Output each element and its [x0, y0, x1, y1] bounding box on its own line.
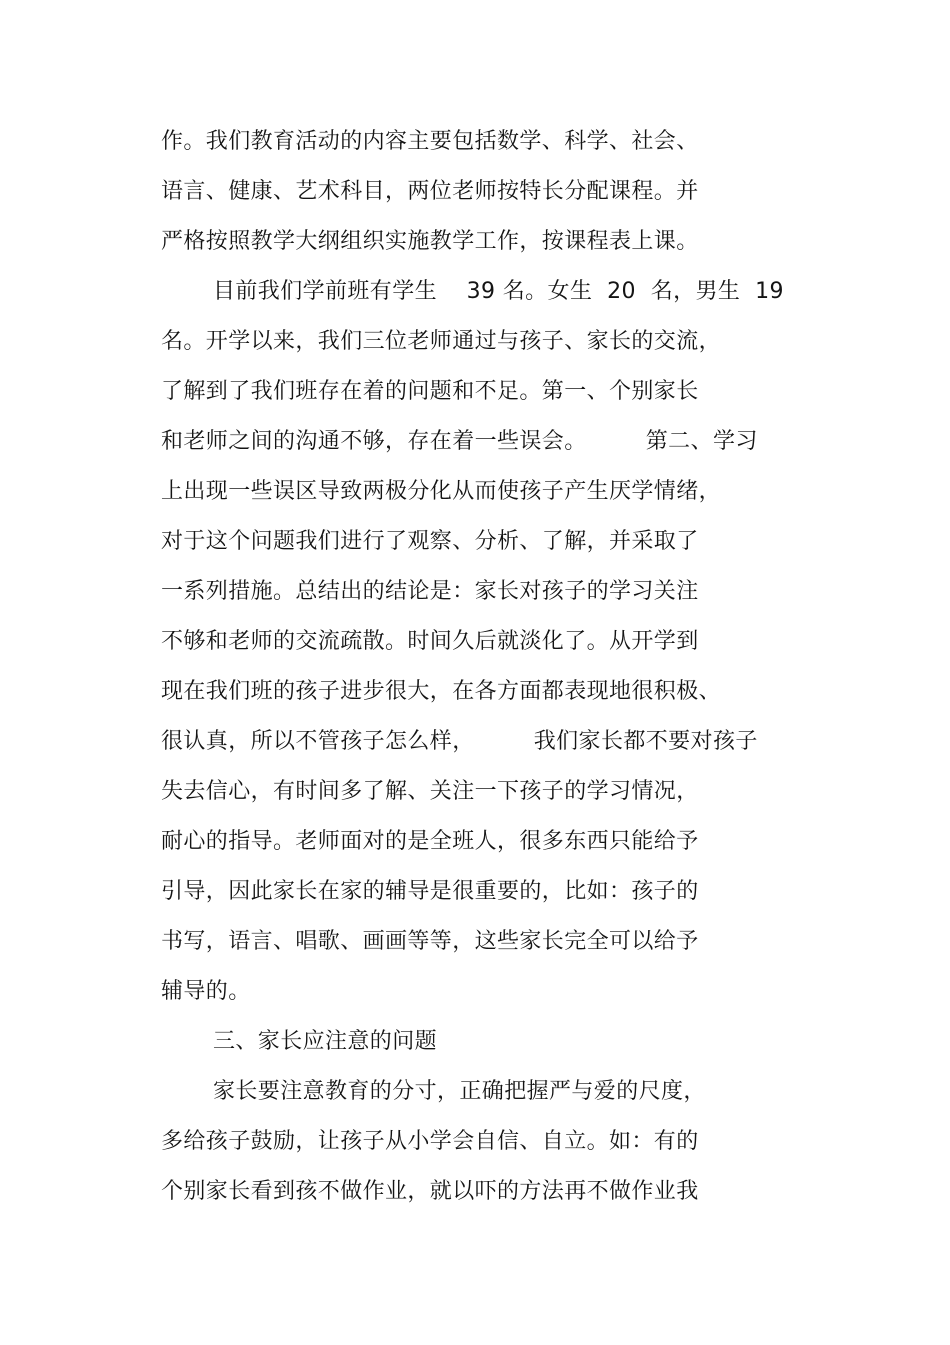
text-line: 一系列措施。总结出的结论是：家长对孩子的学习关注: [161, 579, 699, 604]
text-line: 现在我们班的孩子进步很大，在各方面都表现地很积极、: [161, 679, 722, 704]
text-line: 很认真，所以不管孩子怎么样， 我们家长都不要对孩子: [161, 729, 758, 754]
text-line: 个别家长看到孩不做作业，就以吓的方法再不做作业我: [161, 1179, 699, 1204]
text-line: 辅导的。: [161, 979, 251, 1004]
text-line: 引导，因此家长在家的辅导是很重要的，比如：孩子的: [161, 879, 699, 904]
text-line: 作。我们教育活动的内容主要包括数学、科学、社会、: [161, 129, 699, 154]
text-line: 书写，语言、唱歌、画画等等，这些家长完全可以给予: [161, 929, 699, 954]
text-line: 严格按照教学大纲组织实施教学工作，按课程表上课。: [161, 229, 699, 254]
text-line: 家长要注意教育的分寸，正确把握严与爱的尺度，: [213, 1079, 706, 1104]
text-line: 了解到了我们班存在着的问题和不足。第一、个别家长: [161, 379, 699, 404]
text-line: 上出现一些误区导致两极分化从而使孩子产生厌学情绪，: [161, 479, 722, 504]
text-line: 语言、健康、艺术科目，两位老师按特长分配课程。并: [161, 179, 699, 204]
text-line: 目前我们学前班有学生 39 名。女生 20 名，男生 19: [213, 279, 784, 304]
section-heading: 三、家长应注意的问题: [213, 1029, 438, 1054]
text-line: 和老师之间的沟通不够，存在着一些误会。 第二、学习: [161, 429, 758, 454]
text-line: 名。开学以来，我们三位老师通过与孩子、家长的交流，: [161, 329, 722, 354]
text-line: 耐心的指导。老师面对的是全班人，很多东西只能给予: [161, 829, 699, 854]
text-line: 多给孩子鼓励，让孩子从小学会自信、自立。如：有的: [161, 1129, 699, 1154]
text-line: 不够和老师的交流疏散。时间久后就淡化了。从开学到: [161, 629, 699, 654]
text-line: 失去信心，有时间多了解、关注一下孩子的学习情况，: [161, 779, 699, 804]
text-line: 对于这个问题我们进行了观察、分析、了解，并采取了: [161, 529, 699, 554]
